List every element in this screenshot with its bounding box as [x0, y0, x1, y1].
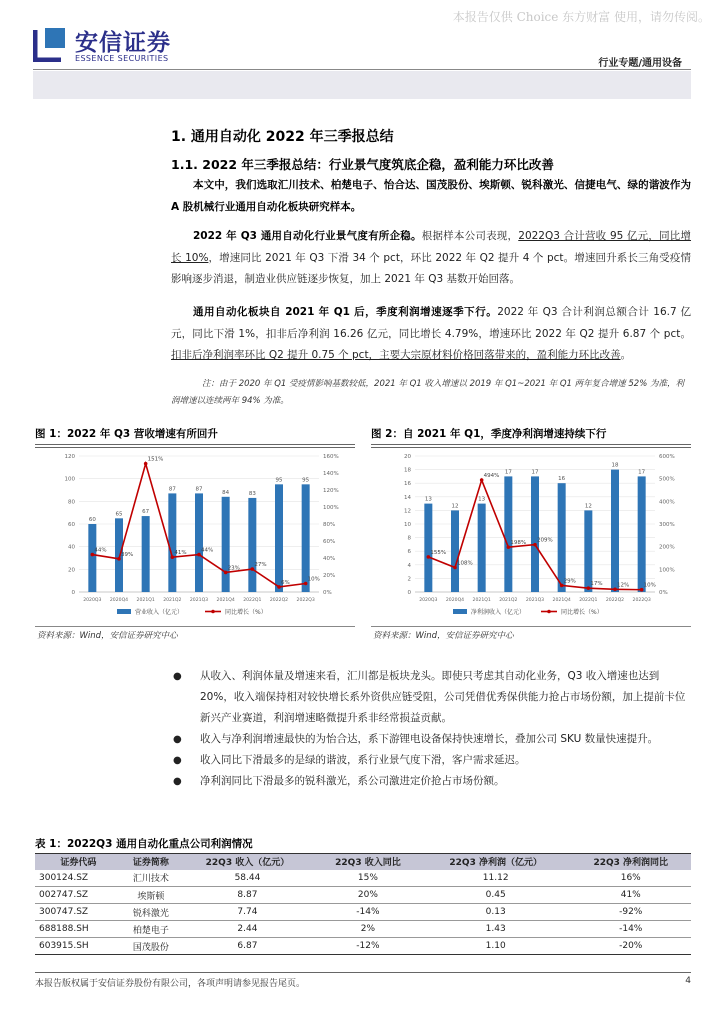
logo-en: ESSENCE SECURITIES: [75, 54, 169, 63]
table-header: 证券代码: [35, 854, 122, 870]
list-item: ● 净利润同比下滑最多的锐科激光，系公司激进定价抢占市场份额。: [200, 771, 691, 792]
section-title: 1. 通用自动化 2022 年三季报总结: [171, 129, 394, 145]
bar-label: 16: [558, 476, 566, 483]
table-cell: 41%: [570, 887, 691, 904]
figure-1-chart: [35, 448, 355, 624]
bar-label: 87: [195, 486, 203, 493]
table-row: [35, 921, 691, 938]
bar: [275, 484, 283, 592]
list-item: ● 收入同比下滑最多的是绿的谐波，系行业景气度下滑，客户需求延迟。: [200, 750, 691, 771]
line-label: 10%: [307, 576, 320, 583]
line-label: 29%: [563, 578, 576, 585]
figure-2-title: 图 2：自 2021 年 Q1，季度净利润增速持续下行: [371, 428, 607, 440]
table-cell: 1.43: [421, 921, 571, 938]
table-cell: 国茂股份: [122, 938, 180, 955]
line-label: 27%: [254, 562, 267, 569]
x-tick-label: 2022Q1: [243, 598, 262, 603]
y-tick-label: 16: [404, 481, 411, 488]
bar-label: 18: [611, 462, 619, 469]
line-label: 10%: [643, 582, 656, 589]
profit-table: [35, 853, 691, 955]
table-cell: 埃斯顿: [122, 887, 180, 904]
figure-1-rule: [35, 444, 355, 445]
bullet-icon: ●: [173, 755, 182, 766]
bar-label: 17: [504, 469, 512, 476]
figure-2-chart: [371, 448, 691, 624]
legend-bar-swatch: [117, 609, 131, 614]
y2-tick-label: 80%: [323, 522, 336, 528]
bar: [424, 504, 432, 592]
bar: [222, 497, 230, 592]
y-tick-label: 2: [407, 576, 411, 583]
bar: [478, 504, 486, 592]
table-cell: 16%: [570, 870, 691, 887]
figure-1-source: 资料来源：Wind，安信证券研究中心: [37, 631, 178, 641]
bar: [142, 516, 150, 592]
logo-mark-icon: [33, 26, 67, 62]
bar: [451, 510, 459, 592]
bullet-icon: ●: [173, 776, 182, 787]
y-tick-label: 0: [407, 590, 411, 596]
table-cell: -12%: [315, 938, 421, 955]
line-label: 12%: [617, 582, 630, 589]
table-cell: 1.10: [421, 938, 571, 955]
y-tick-label: 10: [404, 522, 411, 528]
y-tick-label: 120: [64, 454, 75, 460]
y-tick-label: 18: [404, 467, 411, 474]
table-cell: 603915.SH: [35, 938, 122, 955]
line-label: 108%: [457, 560, 473, 567]
y2-tick-label: 140%: [323, 471, 339, 477]
bar-label: 12: [584, 503, 592, 510]
bar-label: 67: [142, 509, 150, 516]
footer-divider: [35, 972, 691, 973]
subsection-title: 1.1. 2022 年三季报总结：行业景气度筑底企稳，盈利能力环比改善: [171, 157, 554, 172]
table-cell: 300747.SZ: [35, 904, 122, 921]
table-row: [35, 904, 691, 921]
table-cell: 0.13: [421, 904, 571, 921]
table-cell: 2.44: [180, 921, 315, 938]
paragraph-profit: 通用自动化板块自 2021 年 Q1 后，季度利润增速逐季下行。2022 年 Q3 合计利润总额合计 16.7 亿元，同比下滑 1%，扣非后净利润 16.26 亿元，同比增长 4.79%，增速环比 2022 年 Q2 提升 6.87 个 pct。扣非后净利润率环比 Q2 提升 0.75 个 pct，主要大宗原材料价格回落带来的，盈利能力环比改善。: [171, 306, 692, 361]
footnote: 注：由于 2020 年 Q1 受疫情影响基数较低，2021 年 Q1 收入增速以 2019 年 Q1~2021 年 Q1 两年复合增速 52% 为准，利润增速以连续两年 94% 为准。: [171, 379, 684, 406]
report-category: 行业专题/通用设备: [598, 58, 682, 69]
x-tick-label: 2021Q2: [499, 598, 518, 603]
line-label: 6%: [281, 579, 290, 586]
y2-tick-label: 500%: [659, 476, 675, 483]
x-tick-label: 2021Q4: [216, 598, 235, 603]
y-tick-label: 20: [404, 454, 411, 460]
table-row: [35, 887, 691, 904]
bar: [638, 476, 646, 592]
x-tick-label: 2020Q3: [419, 598, 438, 603]
bar-label: 12: [451, 503, 459, 510]
table-cell: 7.74: [180, 904, 315, 921]
legend-line-label: 同比增长（%）: [561, 609, 603, 616]
bar: [504, 476, 512, 592]
table-cell: 8.87: [180, 887, 315, 904]
line-label: 23%: [227, 565, 240, 572]
y-tick-label: 100: [64, 476, 75, 483]
table-cell: 2%: [315, 921, 421, 938]
bar-label: 65: [115, 511, 123, 518]
legend-bar-label: 营业收入（亿元）: [135, 609, 184, 616]
y2-tick-label: 40%: [323, 556, 336, 562]
watermark: 本报告仅供 Choice 东方财富 使用，请勿传阅。: [452, 10, 710, 24]
logo-cn: 安信证券: [75, 30, 171, 56]
x-tick-label: 2022Q3: [296, 598, 315, 603]
legend-line-label: 同比增长（%）: [225, 609, 267, 616]
y2-tick-label: 60%: [323, 539, 336, 545]
table-cell: 0.45: [421, 887, 571, 904]
page-number: 4: [685, 976, 691, 986]
y2-tick-label: 600%: [659, 454, 675, 460]
table-header: 22Q3 净利润（亿元）: [421, 854, 571, 870]
y2-tick-label: 100%: [323, 505, 339, 511]
x-tick-label: 2021Q1: [136, 598, 155, 603]
x-tick-label: 2020Q3: [83, 598, 102, 603]
y-tick-label: 0: [71, 590, 75, 596]
legend-line-marker: [547, 610, 551, 614]
header-divider: [33, 69, 691, 70]
y2-tick-label: 0%: [323, 590, 332, 596]
table-header: 22Q3 净利润同比: [570, 854, 691, 870]
bar: [168, 493, 176, 592]
bar: [248, 498, 256, 592]
figure-2-rule: [371, 444, 691, 445]
y2-tick-label: 400%: [659, 499, 675, 506]
figure-2-source: 资料来源：Wind，安信证券研究中心: [373, 631, 514, 641]
figure-2-source-rule: [371, 626, 691, 627]
y2-tick-label: 0%: [659, 590, 668, 596]
table-cell: 688188.SH: [35, 921, 122, 938]
table-cell: 300124.SZ: [35, 870, 122, 887]
bullet-icon: ●: [173, 734, 182, 745]
table-cell: 002747.SZ: [35, 887, 122, 904]
y-tick-label: 14: [404, 494, 411, 501]
table-cell: -92%: [570, 904, 691, 921]
x-tick-label: 2021Q2: [163, 598, 182, 603]
y-tick-label: 12: [404, 508, 411, 515]
y-tick-label: 80: [68, 499, 75, 506]
bar: [531, 476, 539, 592]
table-cell: 11.12: [421, 870, 571, 887]
x-tick-label: 2021Q3: [525, 598, 545, 603]
table-header-row: [35, 854, 691, 870]
x-tick-label: 2020Q4: [445, 598, 465, 603]
table-cell: 汇川技术: [122, 870, 180, 887]
x-tick-label: 2021Q4: [552, 598, 571, 603]
y-tick-label: 20: [68, 567, 75, 574]
table-cell: 6.87: [180, 938, 315, 955]
legend-bar-swatch: [453, 609, 467, 614]
table-cell: 20%: [315, 887, 421, 904]
y2-tick-label: 100%: [659, 567, 675, 574]
legend-bar-label: 净利润收入（亿元）: [471, 609, 526, 616]
table-title: 表 1：2022Q3 通用自动化重点公司利润情况: [35, 838, 253, 850]
list-item: ● 收入与净利润增速最快的为怡合达，系下游锂电设备保持快速增长，叠加公司 SKU 数量快速提升。: [200, 729, 691, 750]
x-tick-label: 2022Q3: [632, 598, 651, 603]
line-label: 209%: [537, 537, 553, 544]
x-tick-label: 2021Q3: [189, 598, 209, 603]
bar: [558, 483, 566, 592]
line-label: 155%: [430, 549, 447, 556]
bar: [611, 470, 619, 592]
line-label: 17%: [590, 581, 603, 588]
table-cell: 15%: [315, 870, 421, 887]
y2-tick-label: 120%: [323, 488, 339, 494]
table-header: 22Q3 收入（亿元）: [180, 854, 315, 870]
y2-tick-label: 300%: [659, 522, 675, 528]
figure-1-title: 图 1：2022 年 Q3 营收增速有所回升: [35, 428, 218, 440]
bar-label: 95: [302, 477, 310, 484]
list-item: ● 从收入、利润体量及增速来看，汇川都是板块龙头。即使只考虑其自动化业务，Q3 收入增速也达到 20%，收入端保持相对较快增长系外资供应链受阻，公司凭借优秀保供能力抢占市场份额，加上提前卡位新兴产业赛道，利润增速略微提升系非经常损益贡献。: [200, 666, 691, 729]
bar: [195, 493, 203, 592]
x-tick-label: 2022Q2: [269, 598, 289, 603]
x-tick-label: 2021Q1: [472, 598, 491, 603]
table-row: [35, 938, 691, 955]
table-cell: -14%: [570, 921, 691, 938]
legend-line-marker: [211, 610, 215, 614]
y-tick-label: 6: [407, 549, 411, 556]
line-label: 44%: [201, 547, 214, 554]
x-tick-label: 2020Q4: [109, 598, 129, 603]
header-band: [33, 71, 691, 99]
x-tick-label: 2022Q2: [605, 598, 625, 603]
line-label: 39%: [121, 551, 134, 558]
table-header: 证券简称: [122, 854, 180, 870]
y-tick-label: 4: [407, 562, 411, 569]
bar: [584, 510, 592, 592]
table-cell: -20%: [570, 938, 691, 955]
footer-disclaimer: 本报告版权属于安信证券股份有限公司，各项声明请参见报告尾页。: [35, 979, 306, 989]
table-cell: 锐科激光: [122, 904, 180, 921]
y-tick-label: 8: [407, 535, 411, 542]
bar-label: 83: [248, 490, 256, 497]
line-label: 198%: [510, 540, 527, 547]
paragraph-intro: 本文中，我们选取汇川技术、柏楚电子、怡合达、国茂股份、埃斯顿、锐科激光、信捷电气、绿的谐波作为 A 股机械行业通用自动化板块研究样本。: [171, 179, 691, 213]
table-cell: 柏楚电子: [122, 921, 180, 938]
bar-label: 17: [531, 469, 539, 476]
line-label: 41%: [174, 550, 187, 557]
y-tick-label: 40: [68, 544, 75, 551]
table-cell: -14%: [315, 904, 421, 921]
bar-label: 84: [222, 489, 230, 496]
bar-label: 87: [168, 486, 176, 493]
figure-1-source-rule: [35, 626, 355, 627]
bar-label: 95: [275, 477, 283, 484]
y2-tick-label: 200%: [659, 544, 675, 551]
company-logo: [33, 24, 183, 68]
bar: [88, 524, 96, 592]
x-tick-label: 2022Q1: [579, 598, 598, 603]
paragraph-revenue: 2022 年 Q3 通用自动化行业景气度有所企稳。根据样本公司表现，2022Q3 合计营收 95 亿元，同比增长 10%，增速同比 2021 年 Q3 下滑 34 个 pct，环比 2022 年 Q2 提升 4 个 pct。增速回升系长三角受疫情影响逐步消退，制造业供应链逐步恢复，加上 2021 年 Q3 基数开始回落。: [171, 230, 692, 285]
line-label: 494%: [483, 473, 500, 480]
y2-tick-label: 160%: [323, 454, 339, 460]
bullet-list: [173, 666, 691, 792]
bar-label: 60: [88, 517, 96, 523]
table-row: [35, 870, 691, 887]
line-label: 44%: [94, 547, 107, 554]
bar-label: 17: [638, 469, 646, 476]
y2-tick-label: 20%: [323, 573, 336, 579]
table-header: 22Q3 收入同比: [315, 854, 421, 870]
table-cell: 58.44: [180, 870, 315, 887]
line-label: 151%: [147, 456, 164, 463]
y-tick-label: 60: [68, 522, 75, 528]
bullet-icon: ●: [173, 671, 182, 682]
bar-label: 13: [424, 496, 432, 503]
bar-label: 13: [478, 496, 486, 503]
